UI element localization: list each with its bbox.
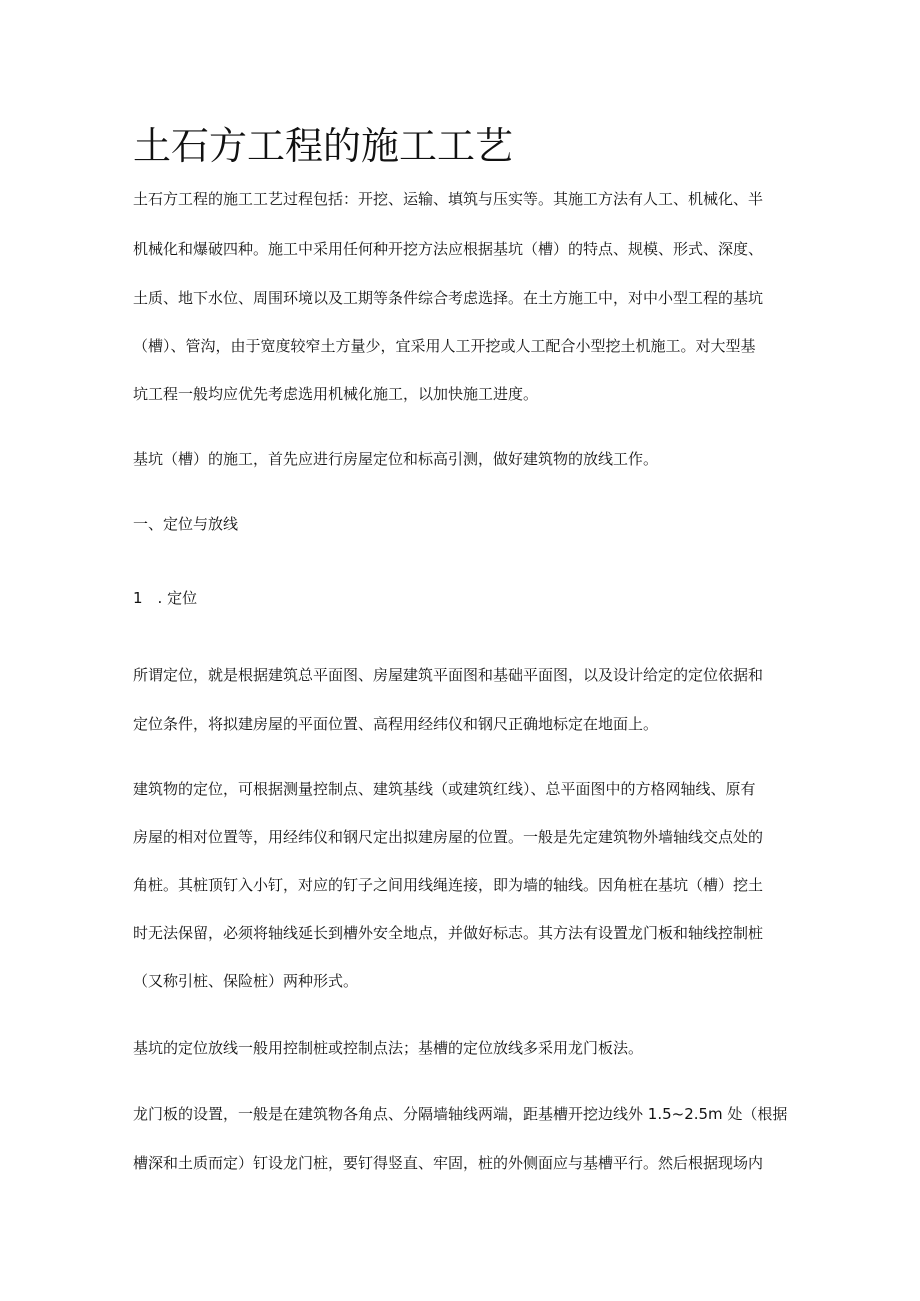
paragraph-line: （又称引桩、保险桩）两种形式。 [133,972,359,990]
subsection-heading: 1 . 定位 [133,589,198,607]
paragraph-line: 所谓定位，就是根据建筑总平面图、房屋建筑平面图和基础平面图，以及设计给定的定位依据和 [133,666,764,684]
paragraph-line: 基坑（槽）的施工，首先应进行房屋定位和标高引测，做好建筑物的放线工作。 [133,450,659,468]
paragraph-line: （槽）、管沟，由于宽度较窄土方量少，宜采用人工开挖或人工配合小型挖土机施工。对大型基 [133,337,756,355]
paragraph-line: 时无法保留，必须将轴线延长到槽外安全地点，并做好标志。其方法有设置龙门板和轴线控制桩 [133,924,764,942]
paragraph-line: 坑工程一般均应优先考虑选用机械化施工，以加快施工进度。 [133,385,539,403]
paragraph-line: 槽深和土质而定）钉设龙门桩，要钉得竖直、牢固，桩的外侧面应与基槽平行。然后根据现场内 [133,1154,764,1172]
paragraph-line: 土石方工程的施工工艺过程包括：开挖、运输、填筑与压实等。其施工方法有人工、机械化、半 [133,190,764,208]
document-title: 土石方工程的施工工艺 [133,124,514,168]
paragraph-line: 机械化和爆破四种。施工中采用任何种开挖方法应根据基坑（槽）的特点、规模、形式、深度、 [133,240,764,258]
paragraph-line: 土质、地下水位、周围环境以及工期等条件综合考虑选择。在土方施工中，对中小型工程的基坑 [133,289,764,307]
paragraph-line: 角桩。其桩顶钉入小钉，对应的钉子之间用线绳连接，即为墙的轴线。因角桩在基坑（槽）挖土 [133,876,764,894]
paragraph-line: 房屋的相对位置等，用经纬仪和钢尺定出拟建房屋的位置。一般是先定建筑物外墙轴线交点处的 [133,828,764,846]
paragraph-line: 基坑的定位放线一般用控制桩或控制点法；基槽的定位放线多采用龙门板法。 [133,1039,644,1057]
paragraph-line: 建筑物的定位，可根据测量控制点、建筑基线（或建筑红线）、总平面图中的方格网轴线、原有 [133,780,756,798]
section-heading: 一、定位与放线 [133,515,239,533]
paragraph-line: 龙门板的设置，一般是在建筑物各角点、分隔墙轴线两端，距基槽开挖边线外 1.5~2.5m 处（根据 [133,1105,788,1123]
paragraph-line: 定位条件，将拟建房屋的平面位置、高程用经纬仪和钢尺正确地标定在地面上。 [133,715,659,733]
